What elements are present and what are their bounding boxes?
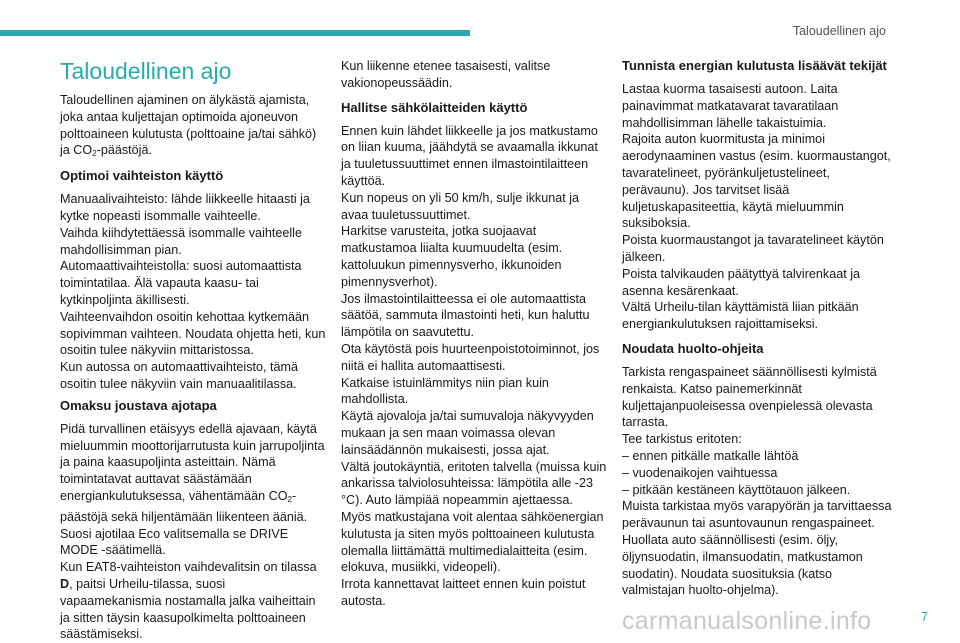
page-number: 7 xyxy=(921,610,928,624)
heading-electrical-devices: Hallitse sähkölaitteiden käyttö xyxy=(341,99,528,115)
header-accent-bar xyxy=(0,30,470,36)
text-maintenance: Tarkista rengaspaineet säännöllisesti kylmistä renkaista. Katso painemerkinnät kuljettajanpuoleisessa ovenpielessä olevasta tarrasta. Tee tarkistus eritoten: – ennen pitkälle matkalle lähtöä – vuodenaikojen vaihtuessa – pitkään kestäneen käyttötauon jälkeen. Muista tarkistaa myös varapyörän ja tarvittaessa perävaunun tai asuntovaunun rengaspaineet. Huollata auto säännöllisesti (esim. öljy, öljynsuodatin, ilmansuodatin, matkustamon suodatin). Noudata suosituksia (katso valmistajan huolto-ohjelma). xyxy=(622,364,892,598)
column-middle xyxy=(341,58,609,610)
page-title: Taloudellinen ajo xyxy=(60,58,232,84)
heading-flexible-driving: Omaksu joustava ajotapa xyxy=(60,397,217,413)
text-flexible-driving: Pidä turvallinen etäisyys edellä ajavaan, käytä mieluummin moottorijarrutusta kuin jarrupoljinta ja paina kaasupoljinta asteittain. Nämä toimintatavat auttavat säästämään energiankulutuksessa, vähentämään $CO_2$-päästöjä sekä hiljentämään liikenteen ääniä. Suosi ajotilaa Eco valitsemalla se DRIVE MODE -säätimellä. Kun EAT8-vaihteiston vaihdevalitsin on tilassa D, paitsi Urheilu-tilassa, suosi vapaamekanismia nostamalla jalka vaiheittain ja sitten täysin kaasupolkimelta polttoaineen säästämiseksi. xyxy=(60,421,325,642)
intro-paragraph: Taloudellinen ajaminen on älykästä ajamista, joka antaa kuljettajan optimoida ajoneuvon polttoaineen kulutusta (polttoaine ja/tai sähkö) ja $CO_2$-päästöjä. xyxy=(60,93,317,159)
text-energy-factors: Lastaa kuorma tasaisesti autoon. Laita painavimmat matkatavarat tavaratilaan mahdollisimman lähelle takaistuimia. Rajoita auton kuormitusta ja minimoi aerodynaaminen vastus (esim. kuormaustangot, tavaratelineet, pyöränkuljetustelineet, perävaunu). Jos tarvitset lisää kuljetuskapasiteettia, käytä mieluummin suksiboksia. Poista kuormaustangot ja tavaratelineet käytön jälkeen. Poista talvikauden päätyttyä talvirenkaat ja asenna kesärenkaat. Vältä Urheilu-tilan käyttämistä liian pitkään energiankulutuksen rajoittamiseksi. xyxy=(622,82,891,332)
heading-maintenance: Noudata huolto-ohjeita xyxy=(622,340,764,356)
text-electrical-devices: Ennen kuin lähdet liikkeelle ja jos matkustamo on liian kuuma, jäähdytä se avaamalla ikkunat ja tuuletussuuttimet ennen ilmastointilaitteen käyttöä. Kun nopeus on yli 50 km/h, sulje ikkunat ja avaa tuuletussuuttimet. Harkitse varusteita, jotka suojaavat matkustamoa liialta kuumuudelta (esim. kattoluukun pimennysverho, ikkunoiden pimennysverhot). Jos ilmastointilaitteessa ei ole automaattista säätöä, sammuta ilmastointi heti, kun haluttu lämpötila on saavutettu. Ota käytöstä pois huurteenpoistotoiminnot, jos niitä ei hallita automaattisesti. Katkaise istuinlämmitys niin pian kuin mahdollista. Käytä ajovaloja ja/tai sumuvaloja näkyvyyden mukaan ja sen maan voimassa olevan lainsäädännön mukaisesti, jossa ajat. Vältä joutokäyntiä, eritoten talvella (muissa kuin ankarissa talviolosuhteissa: lämpötila alle -23 °C). Auto lämpiää nopeammin ajettaessa. Myös matkustajana voit alentaa sähköenergian kulutusta ja siten myös polttoaineen kulutusta olemalla liittämättä multimedialaitteita (esim. elokuva, musiikki, videopeli). Irrota kannettavat laitteet ennen kuin poistut autosta. xyxy=(341,123,607,608)
column-right xyxy=(622,58,894,599)
text-cruise-control: Kun liikenne etenee tasaisesti, valitse vakionopeussäädin. xyxy=(341,59,551,90)
heading-optimize-gearbox: Optimoi vaihteiston käyttö xyxy=(60,168,224,184)
watermark: carmanualsonline.info xyxy=(622,607,872,635)
header-section-title: Taloudellinen ajo xyxy=(792,24,886,38)
text-optimize-gearbox: Manuaalivaihteisto: lähde liikkeelle hitaasti ja kytke nopeasti isommalle vaihteelle. Vaihda kiihdytettäessä isommalle vaihteelle mahdollisimman pian. Automaattivaihteistolla: suosi automaattista toimintatilaa. Älä vapauta kaasu- tai kytkinpoljinta äkillisesti. Vaihteenvaihdon osoitin kehottaa kytkemään sopivimman vaihteen. Noudata ohjetta heti, kun osoitin tulee näkyviin mittaristossa. Kun autossa on automaattivaihteisto, tämä osoitin tulee näkyviin vain manuaalitilassa. xyxy=(60,192,326,391)
heading-energy-factors: Tunnista energian kulutusta lisäävät tekijät xyxy=(622,58,887,73)
column-left xyxy=(60,58,328,643)
